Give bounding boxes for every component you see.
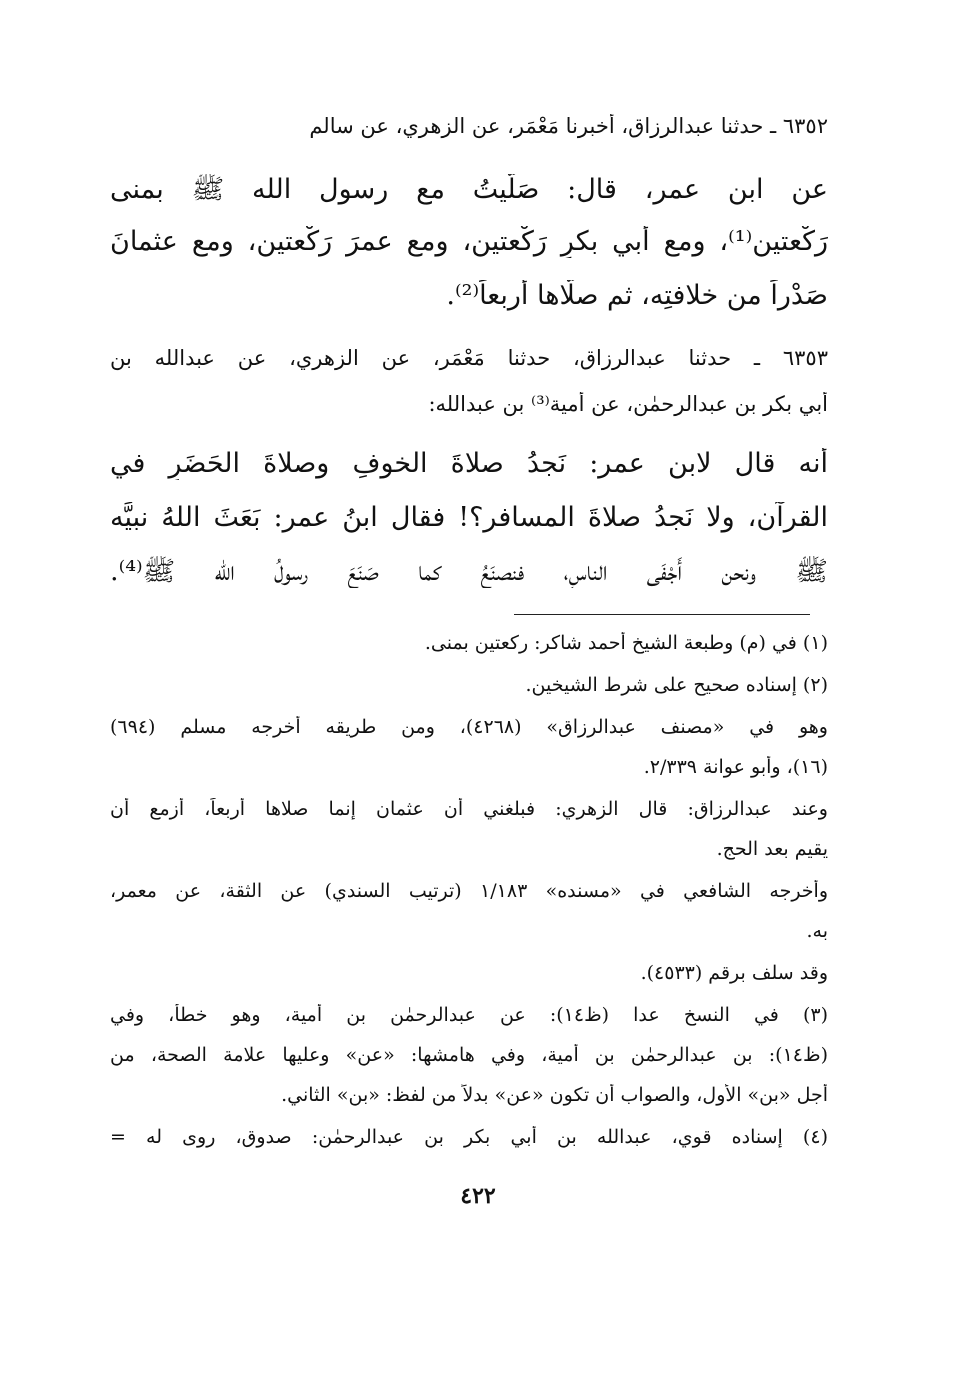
footnote-2-line-7: به. (806, 920, 828, 942)
footnote-2-line-4: وعند عبدالرزاق: قال الزهري: فبلغني أن عثمان إنما صلاها أربعاً، أزمع أن (110, 798, 828, 820)
hadith-6352-matn-line-3: صَدْراً من خلافتِه، ثم صلَّاها أَربعاً⁽²⁾. (446, 280, 828, 311)
footnote-2: (٢) إسناده صحيح على شرط الشيخين. (525, 674, 828, 696)
hadith-6353-isnad-line-2: أبي بكر بن عبدالرحمٰن، عن أمية⁽³⁾ بن عبدالله: (428, 392, 828, 416)
footnote-4: (٤) إسناده قوي، عبدالله بن أبي بكر بن عبدالرحمٰن: صدوق، روى له = (110, 1126, 828, 1148)
hadith-6353-isnad-line-1: ٦٣٥٣ ـ حدثنا عبدالرزاق، حدثنا مَعْمَر، عن الزهري، عن عبدالله بن (110, 346, 828, 370)
footnote-3-line-3: أجل «بن» الأول، والصواب أن تكون «عن» بدلاً من لفظ: «بن» الثاني. (281, 1084, 828, 1106)
footnote-2-line-5: يقيم بعد الحج. (716, 838, 828, 860)
footnote-3: (٣) في النسخ عدا (ظ١٤): عن عبدالرحمٰن بن أمية، وهو خطأ، وفي (110, 1004, 828, 1026)
footnote-2-line-3: (١٦)، وأبو عوانة ٢/٣٣٩. (643, 756, 828, 778)
hadith-6353-matn-line-2: القرآن، ولا نَجدُ صلاةَ المسافر؟! فقال ابنُ عمر: بَعَثَ اللهُ نبيَّه (110, 502, 828, 533)
hadith-6353-matn-line-1: أنه قال لابن عمر: نَجدُ صلاةَ الخوفِ وصلاةَ الحَضَرِ في (110, 448, 828, 479)
footnote-2-line-6: وأخرجه الشافعي في «مسنده» ١/١٨٣ (ترتيب السندي) عن الثقة، عن معمر، (110, 880, 828, 902)
page-number: ٤٢٢ (460, 1183, 496, 1209)
footnote-1: (١) في (م) وطبعة الشيخ أحمد شاكر: ركعتين بمنى. (424, 632, 828, 654)
footnote-3-line-2: (ظ١٤): بن عبدالرحمٰن بن أمية، وفي هامشها: «عن» وعليها علامة الصحة، من (110, 1044, 828, 1066)
hadith-6352-isnad: ٦٣٥٢ ـ حدثنا عبدالرزاق، أخبرنا مَعْمَر، عن الزهري، عن سالم (309, 114, 828, 138)
hadith-6352-matn-line-2: رَكْعتين⁽¹⁾، ومع أبي بكرٍ رَكْعتين، ومع عمرَ رَكْعتين، ومع عثمانَ (110, 226, 828, 257)
footnote-2-line-2: وهو في «مصنف عبدالرزاق» (٤٢٦٨)، ومن طريقه أخرجه مسلم (٦٩٤) (110, 716, 828, 738)
footnote-separator (514, 614, 810, 615)
footnote-2-line-8: وقد سلف برقم (٤٥٣٣). (640, 962, 828, 984)
hadith-6353-matn-line-3: ﷺ ونحن أَجْفَى الناسِ، فنصنَعُ كما صَنَعَ رسولُ الله ﷺ⁽⁴⁾. (110, 556, 828, 587)
hadith-6352-matn-line-1: عن ابن عمر، قال: صَلَّيتُ مع رسول الله ﷺ بمنى (110, 174, 828, 205)
